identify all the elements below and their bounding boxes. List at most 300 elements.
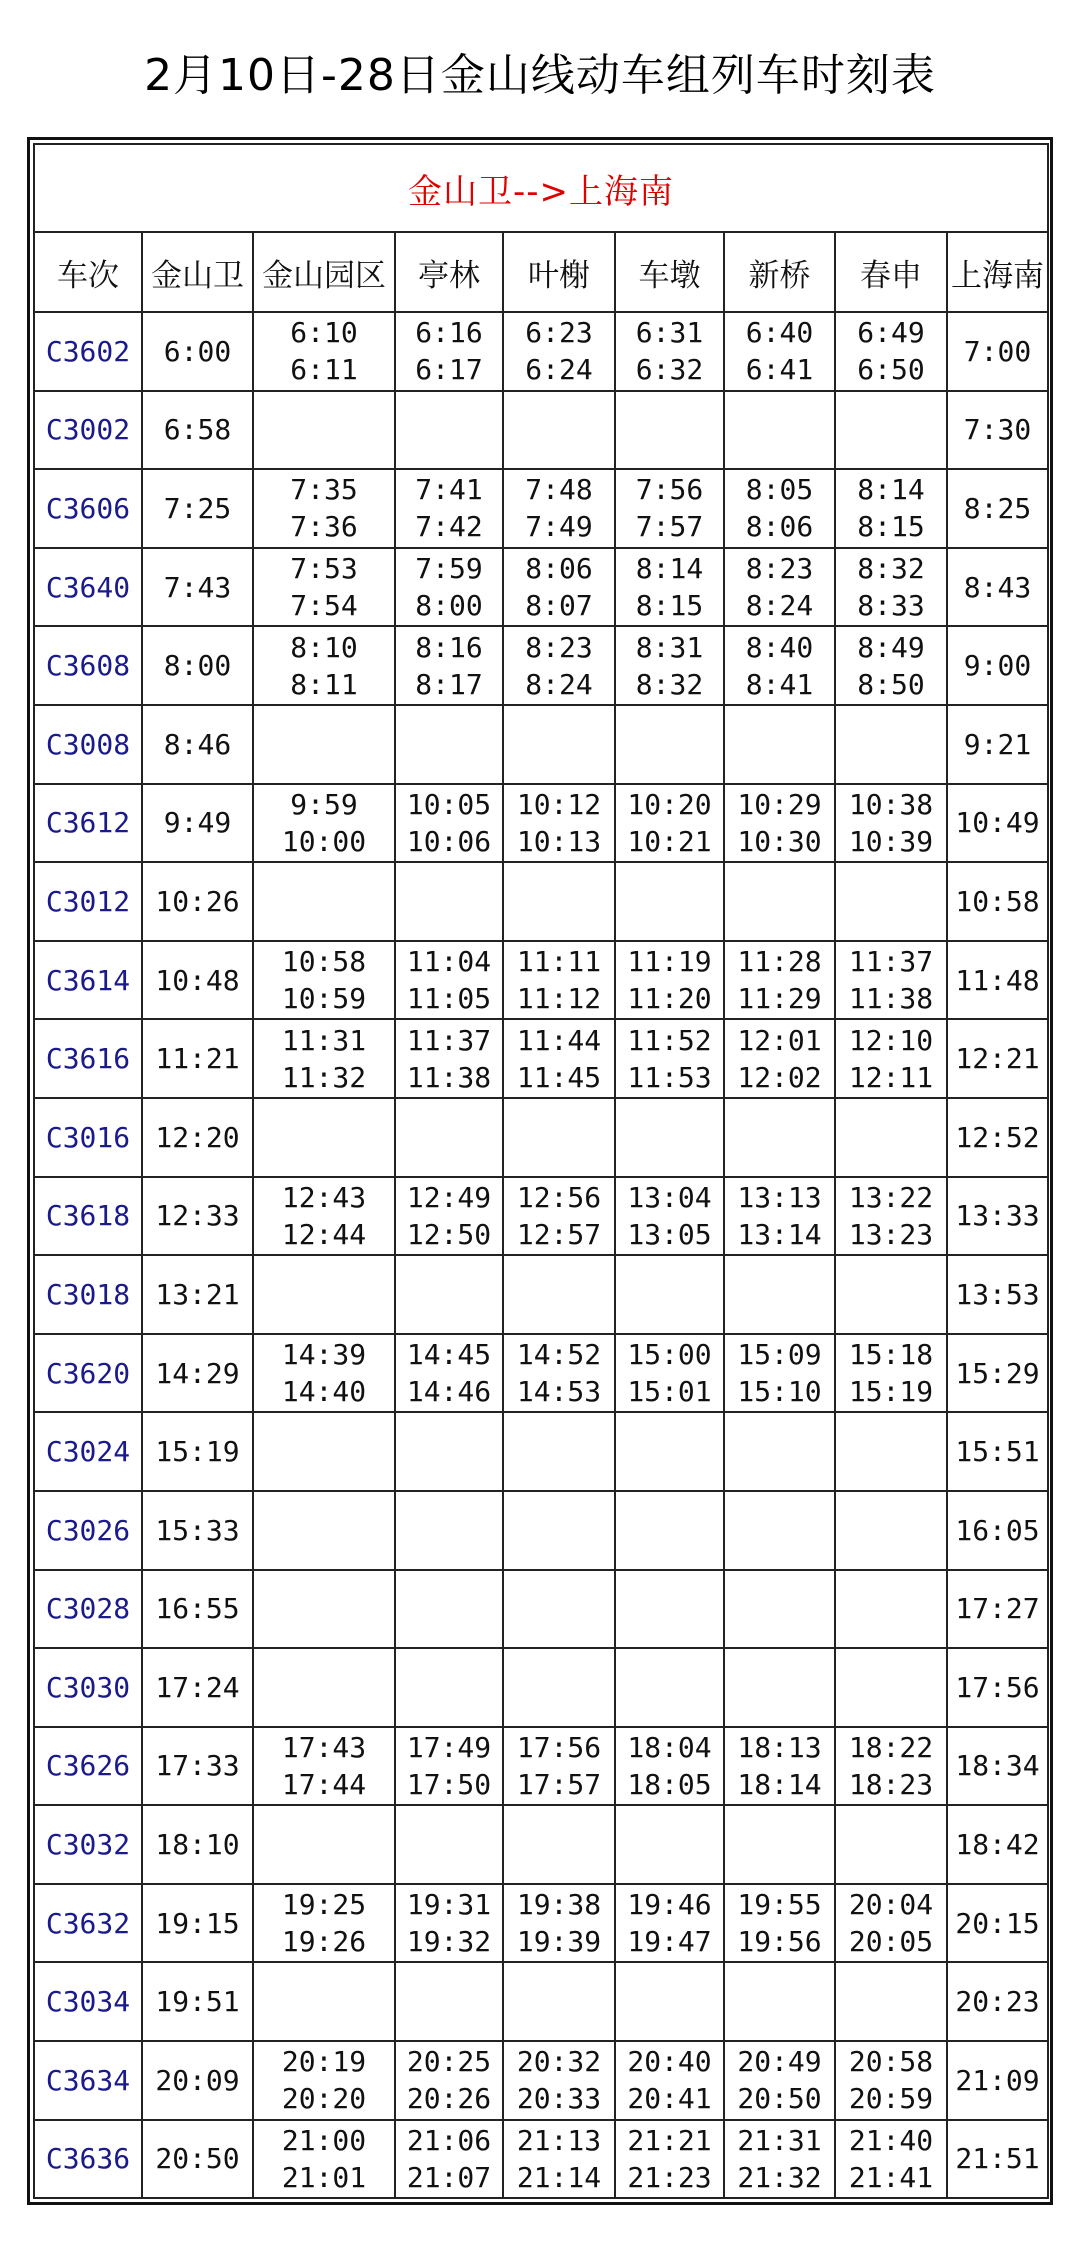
train-number: C3616 [34,1019,142,1098]
train-number: C3024 [34,1412,142,1491]
table-row [34,1177,1048,1256]
stop-time-cell [724,2041,835,2120]
destination-time: 16:05 [947,1491,1048,1570]
arrival-time: 10:12 [516,787,602,821]
origin-time: 8:00 [142,626,253,705]
arrival-time: 8:16 [415,630,483,664]
departure-time: 12:11 [848,1060,934,1094]
origin-time: 15:33 [142,1491,253,1570]
table-row [34,941,1048,1020]
stop-time-cell [395,1648,503,1727]
destination-time: 21:51 [947,2120,1048,2199]
stop-time-cell [503,391,615,470]
destination-time: 15:29 [947,1334,1048,1413]
arrival-time: 8:31 [635,630,704,664]
stop-time-cell [724,626,835,705]
train-number: C3028 [34,1570,142,1649]
stop-time-cell [503,469,615,548]
stop-time-cell [395,1962,503,2041]
departure-time: 8:15 [857,510,925,544]
stop-time-cell [253,1648,395,1727]
origin-time: 12:20 [142,1098,253,1177]
arrival-time: 8:05 [745,473,814,507]
stop-time-cell [253,1962,395,2041]
stop-time-cell [503,1334,615,1413]
destination-time: 8:25 [947,469,1048,548]
destination-time: 13:53 [947,1255,1048,1334]
destination-time: 20:15 [947,1884,1048,1963]
train-number: C3032 [34,1805,142,1884]
departure-time: 13:23 [848,1217,934,1251]
arrival-time: 11:52 [627,1023,712,1057]
stop-time-cell [835,1962,947,2041]
departure-time: 6:50 [857,353,925,387]
arrival-time: 19:46 [627,1888,712,1922]
stop-time-cell [253,705,395,784]
arrival-time: 21:21 [627,2123,712,2157]
arrival-time: 11:04 [406,945,492,979]
stop-time-cell [253,1098,395,1177]
table-row [34,1962,1048,2041]
arrival-time: 6:31 [635,316,704,350]
arrival-time: 17:56 [516,1730,602,1764]
stop-time-cell [724,941,835,1020]
train-number: C3636 [34,2120,142,2199]
departure-time: 10:06 [406,824,492,858]
stop-time-cell [835,1412,947,1491]
arrival-time: 7:48 [525,473,593,507]
departure-time: 20:41 [627,2082,712,2116]
arrival-time: 12:01 [737,1023,822,1057]
stop-time-cell [724,1727,835,1806]
arrival-time: 18:22 [848,1730,934,1764]
origin-time: 20:50 [142,2120,253,2199]
arrival-time: 17:43 [281,1730,367,1764]
train-number: C3008 [34,705,142,784]
destination-time: 21:09 [947,2041,1048,2120]
timetable-body [34,312,1048,2198]
departure-time: 20:59 [848,2082,934,2116]
arrival-time: 6:49 [857,316,925,350]
stop-time-cell [253,2041,395,2120]
departure-time: 10:59 [281,982,367,1016]
stop-time-cell [503,1177,615,1256]
arrival-time: 9:59 [290,787,358,821]
stop-time-cell [395,1255,503,1334]
departure-time: 21:01 [281,2160,367,2194]
destination-time: 10:58 [947,862,1048,941]
stop-time-cell [503,1648,615,1727]
origin-time: 8:46 [142,705,253,784]
header-row [34,232,1048,312]
arrival-time: 19:38 [516,1888,602,1922]
stop-time-cell [724,1412,835,1491]
arrival-time: 10:38 [848,787,934,821]
train-number: C3632 [34,1884,142,1963]
arrival-time: 8:40 [745,630,814,664]
stop-time-cell [615,941,724,1020]
origin-time: 14:29 [142,1334,253,1413]
stop-time-cell [395,1570,503,1649]
stop-time-cell [395,1491,503,1570]
destination-time: 12:52 [947,1098,1048,1177]
departure-time: 19:39 [516,1925,602,1959]
train-number: C3030 [34,1648,142,1727]
arrival-time: 7:56 [635,473,704,507]
stop-time-cell [395,1334,503,1413]
destination-time: 12:21 [947,1019,1048,1098]
train-number: C3612 [34,784,142,863]
arrival-time: 20:58 [848,2045,934,2079]
origin-time: 7:25 [142,469,253,548]
departure-time: 18:23 [848,1767,934,1801]
arrival-time: 12:10 [848,1023,934,1057]
departure-time: 10:13 [516,824,602,858]
arrival-time: 15:18 [848,1338,934,1372]
departure-time: 20:05 [848,1925,934,1959]
arrival-time: 13:04 [627,1180,712,1214]
stop-time-cell [724,1255,835,1334]
stop-time-cell [503,1570,615,1649]
departure-time: 11:38 [406,1060,492,1094]
departure-time: 21:32 [737,2160,822,2194]
stop-time-cell [253,862,395,941]
table-row [34,548,1048,627]
stop-time-cell [615,1727,724,1806]
departure-time: 8:17 [415,667,483,701]
stop-time-cell [253,312,395,391]
departure-time: 11:45 [516,1060,602,1094]
departure-time: 18:14 [737,1767,822,1801]
departure-time: 7:57 [635,510,704,544]
stop-time-cell [503,1098,615,1177]
stop-time-cell [253,941,395,1020]
stop-time-cell [724,1334,835,1413]
stop-time-cell [615,1177,724,1256]
arrival-time: 11:19 [627,945,712,979]
arrival-time: 18:04 [627,1730,712,1764]
departure-time: 14:40 [281,1375,367,1409]
departure-time: 20:33 [516,2082,602,2116]
stop-time-cell [395,1884,503,1963]
departure-time: 12:02 [737,1060,822,1094]
departure-time: 11:53 [627,1060,712,1094]
origin-time: 19:15 [142,1884,253,1963]
stop-time-cell [724,1019,835,1098]
train-number: C3626 [34,1727,142,1806]
stop-time-cell [724,1962,835,2041]
stop-time-cell [253,1884,395,1963]
stop-time-cell [503,548,615,627]
stop-time-cell [503,941,615,1020]
destination-time: 7:00 [947,312,1048,391]
stop-time-cell [395,1098,503,1177]
stop-time-cell [503,1019,615,1098]
arrival-time: 10:20 [627,787,712,821]
train-number: C3618 [34,1177,142,1256]
stop-time-cell [835,1727,947,1806]
stop-time-cell [253,1255,395,1334]
stop-time-cell [503,1962,615,2041]
departure-time: 6:32 [635,353,704,387]
header-station: 新桥 [724,232,835,312]
stop-time-cell [503,705,615,784]
arrival-time: 12:43 [281,1180,367,1214]
departure-time: 8:24 [525,667,593,701]
arrival-time: 12:49 [406,1180,492,1214]
stop-time-cell [615,1884,724,1963]
destination-time: 18:34 [947,1727,1048,1806]
header-station: 车墩 [615,232,724,312]
arrival-time: 21:40 [848,2123,934,2157]
origin-time: 6:00 [142,312,253,391]
table-row [34,784,1048,863]
arrival-time: 6:10 [290,316,358,350]
departure-time: 21:23 [627,2160,712,2194]
origin-time: 10:26 [142,862,253,941]
arrival-time: 11:37 [848,945,934,979]
departure-time: 21:14 [516,2160,602,2194]
departure-time: 13:14 [737,1217,822,1251]
departure-time: 12:44 [281,1217,367,1251]
departure-time: 19:32 [406,1925,492,1959]
departure-time: 7:42 [415,510,483,544]
stop-time-cell [253,784,395,863]
departure-time: 8:06 [745,510,814,544]
arrival-time: 7:41 [415,473,483,507]
departure-time: 21:07 [406,2160,492,2194]
departure-time: 7:36 [290,510,358,544]
departure-time: 7:49 [525,510,593,544]
arrival-time: 21:06 [406,2123,492,2157]
arrival-time: 8:10 [290,630,358,664]
departure-time: 12:50 [406,1217,492,1251]
departure-time: 20:50 [737,2082,822,2116]
origin-time: 13:21 [142,1255,253,1334]
arrival-time: 21:00 [281,2123,367,2157]
origin-time: 7:43 [142,548,253,627]
origin-time: 16:55 [142,1570,253,1649]
stop-time-cell [835,391,947,470]
arrival-time: 6:16 [415,316,483,350]
destination-time: 20:23 [947,1962,1048,2041]
timetable-frame [27,137,1053,2205]
table-row [34,391,1048,470]
arrival-time: 11:11 [516,945,602,979]
table-row [34,1412,1048,1491]
arrival-time: 14:52 [516,1338,602,1372]
destination-time: 18:42 [947,1805,1048,1884]
arrival-time: 20:49 [737,2045,822,2079]
header-station: 春申 [835,232,947,312]
departure-time: 19:47 [627,1925,712,1959]
arrival-time: 15:00 [627,1338,712,1372]
arrival-time: 14:45 [406,1338,492,1372]
train-number: C3016 [34,1098,142,1177]
origin-time: 11:21 [142,1019,253,1098]
stop-time-cell [615,2120,724,2199]
stop-time-cell [835,862,947,941]
header-station: 上海南 [947,232,1048,312]
departure-time: 11:32 [281,1060,367,1094]
stop-time-cell [615,548,724,627]
arrival-time: 7:59 [415,552,483,586]
stop-time-cell [724,1884,835,1963]
arrival-time: 13:22 [848,1180,934,1214]
arrival-time: 11:28 [737,945,822,979]
arrival-time: 15:09 [737,1338,822,1372]
departure-time: 8:00 [415,589,483,623]
stop-time-cell [615,705,724,784]
stop-time-cell [253,1805,395,1884]
stop-time-cell [724,705,835,784]
departure-time: 8:07 [525,589,593,623]
departure-time: 8:15 [635,589,704,623]
stop-time-cell [395,1019,503,1098]
stop-time-cell [503,626,615,705]
train-number: C3018 [34,1255,142,1334]
destination-time: 9:00 [947,626,1048,705]
departure-time: 19:26 [281,1925,367,1959]
stop-time-cell [253,1570,395,1649]
stop-time-cell [615,1098,724,1177]
stop-time-cell [724,391,835,470]
stop-time-cell [724,1648,835,1727]
departure-time: 15:19 [848,1375,934,1409]
arrival-time: 8:06 [525,552,593,586]
stop-time-cell [253,548,395,627]
stop-time-cell [835,1648,947,1727]
stop-time-cell [615,312,724,391]
destination-time: 15:51 [947,1412,1048,1491]
train-number: C3640 [34,548,142,627]
origin-time: 17:24 [142,1648,253,1727]
table-row [34,1648,1048,1727]
stop-time-cell [503,312,615,391]
departure-time: 8:41 [745,667,814,701]
arrival-time: 20:04 [848,1888,934,1922]
stop-time-cell [395,705,503,784]
stop-time-cell [724,1177,835,1256]
departure-time: 10:00 [281,824,367,858]
page-title: 2月10日-28日金山线动车组列车时刻表 [144,50,936,101]
table-row [34,312,1048,391]
departure-time: 7:54 [290,589,358,623]
departure-time: 14:53 [516,1375,602,1409]
arrival-time: 12:56 [516,1180,602,1214]
stop-time-cell [835,1019,947,1098]
stop-time-cell [835,1570,947,1649]
header-station: 金山园区 [253,232,395,312]
departure-time: 11:20 [627,982,712,1016]
train-number: C3606 [34,469,142,548]
departure-time: 11:05 [406,982,492,1016]
table-row [34,1884,1048,1963]
stop-time-cell [253,1177,395,1256]
table-row [34,469,1048,548]
train-number: C3026 [34,1491,142,1570]
destination-time: 11:48 [947,941,1048,1020]
train-number: C3608 [34,626,142,705]
stop-time-cell [503,1727,615,1806]
arrival-time: 6:40 [745,316,814,350]
route-direction: 金山卫-->上海南 [34,144,1048,232]
header-station: 金山卫 [142,232,253,312]
origin-time: 15:19 [142,1412,253,1491]
stop-time-cell [395,2120,503,2199]
stop-time-cell [253,1727,395,1806]
stop-time-cell [724,784,835,863]
stop-time-cell [395,469,503,548]
departure-time: 15:10 [737,1375,822,1409]
header-station: 亭林 [395,232,503,312]
stop-time-cell [615,2041,724,2120]
stop-time-cell [615,626,724,705]
destination-time: 10:49 [947,784,1048,863]
arrival-time: 20:25 [406,2045,492,2079]
stop-time-cell [724,312,835,391]
stop-time-cell [395,941,503,1020]
arrival-time: 8:49 [857,630,925,664]
stop-time-cell [615,1805,724,1884]
stop-time-cell [503,1884,615,1963]
departure-time: 15:01 [627,1375,712,1409]
stop-time-cell [253,1019,395,1098]
stop-time-cell [615,1648,724,1727]
header-station: 叶榭 [503,232,615,312]
stop-time-cell [395,1412,503,1491]
table-row [34,1727,1048,1806]
origin-time: 20:09 [142,2041,253,2120]
arrival-time: 8:32 [857,552,925,586]
arrival-time: 19:55 [737,1888,822,1922]
stop-time-cell [395,2041,503,2120]
arrival-time: 18:13 [737,1730,822,1764]
stop-time-cell [395,548,503,627]
table-row [34,1019,1048,1098]
arrival-time: 11:44 [516,1023,602,1057]
stop-time-cell [835,1177,947,1256]
destination-time: 9:21 [947,705,1048,784]
stop-time-cell [615,1255,724,1334]
departure-time: 6:41 [745,353,814,387]
stop-time-cell [835,312,947,391]
arrival-time: 10:05 [406,787,492,821]
destination-time: 8:43 [947,548,1048,627]
stop-time-cell [503,1255,615,1334]
stop-time-cell [615,1334,724,1413]
stop-time-cell [503,784,615,863]
table-row [34,1098,1048,1177]
destination-time: 7:30 [947,391,1048,470]
train-number: C3002 [34,391,142,470]
stop-time-cell [615,391,724,470]
train-number: C3012 [34,862,142,941]
arrival-time: 20:32 [516,2045,602,2079]
stop-time-cell [615,1019,724,1098]
train-number: C3620 [34,1334,142,1413]
departure-time: 17:50 [406,1767,492,1801]
arrival-time: 13:13 [737,1180,822,1214]
stop-time-cell [835,1884,947,1963]
stop-time-cell [835,1491,947,1570]
departure-time: 11:12 [516,982,602,1016]
departure-time: 14:46 [406,1375,492,1409]
arrival-time: 10:29 [737,787,822,821]
stop-time-cell [395,1177,503,1256]
stop-time-cell [395,312,503,391]
stop-time-cell [724,1570,835,1649]
